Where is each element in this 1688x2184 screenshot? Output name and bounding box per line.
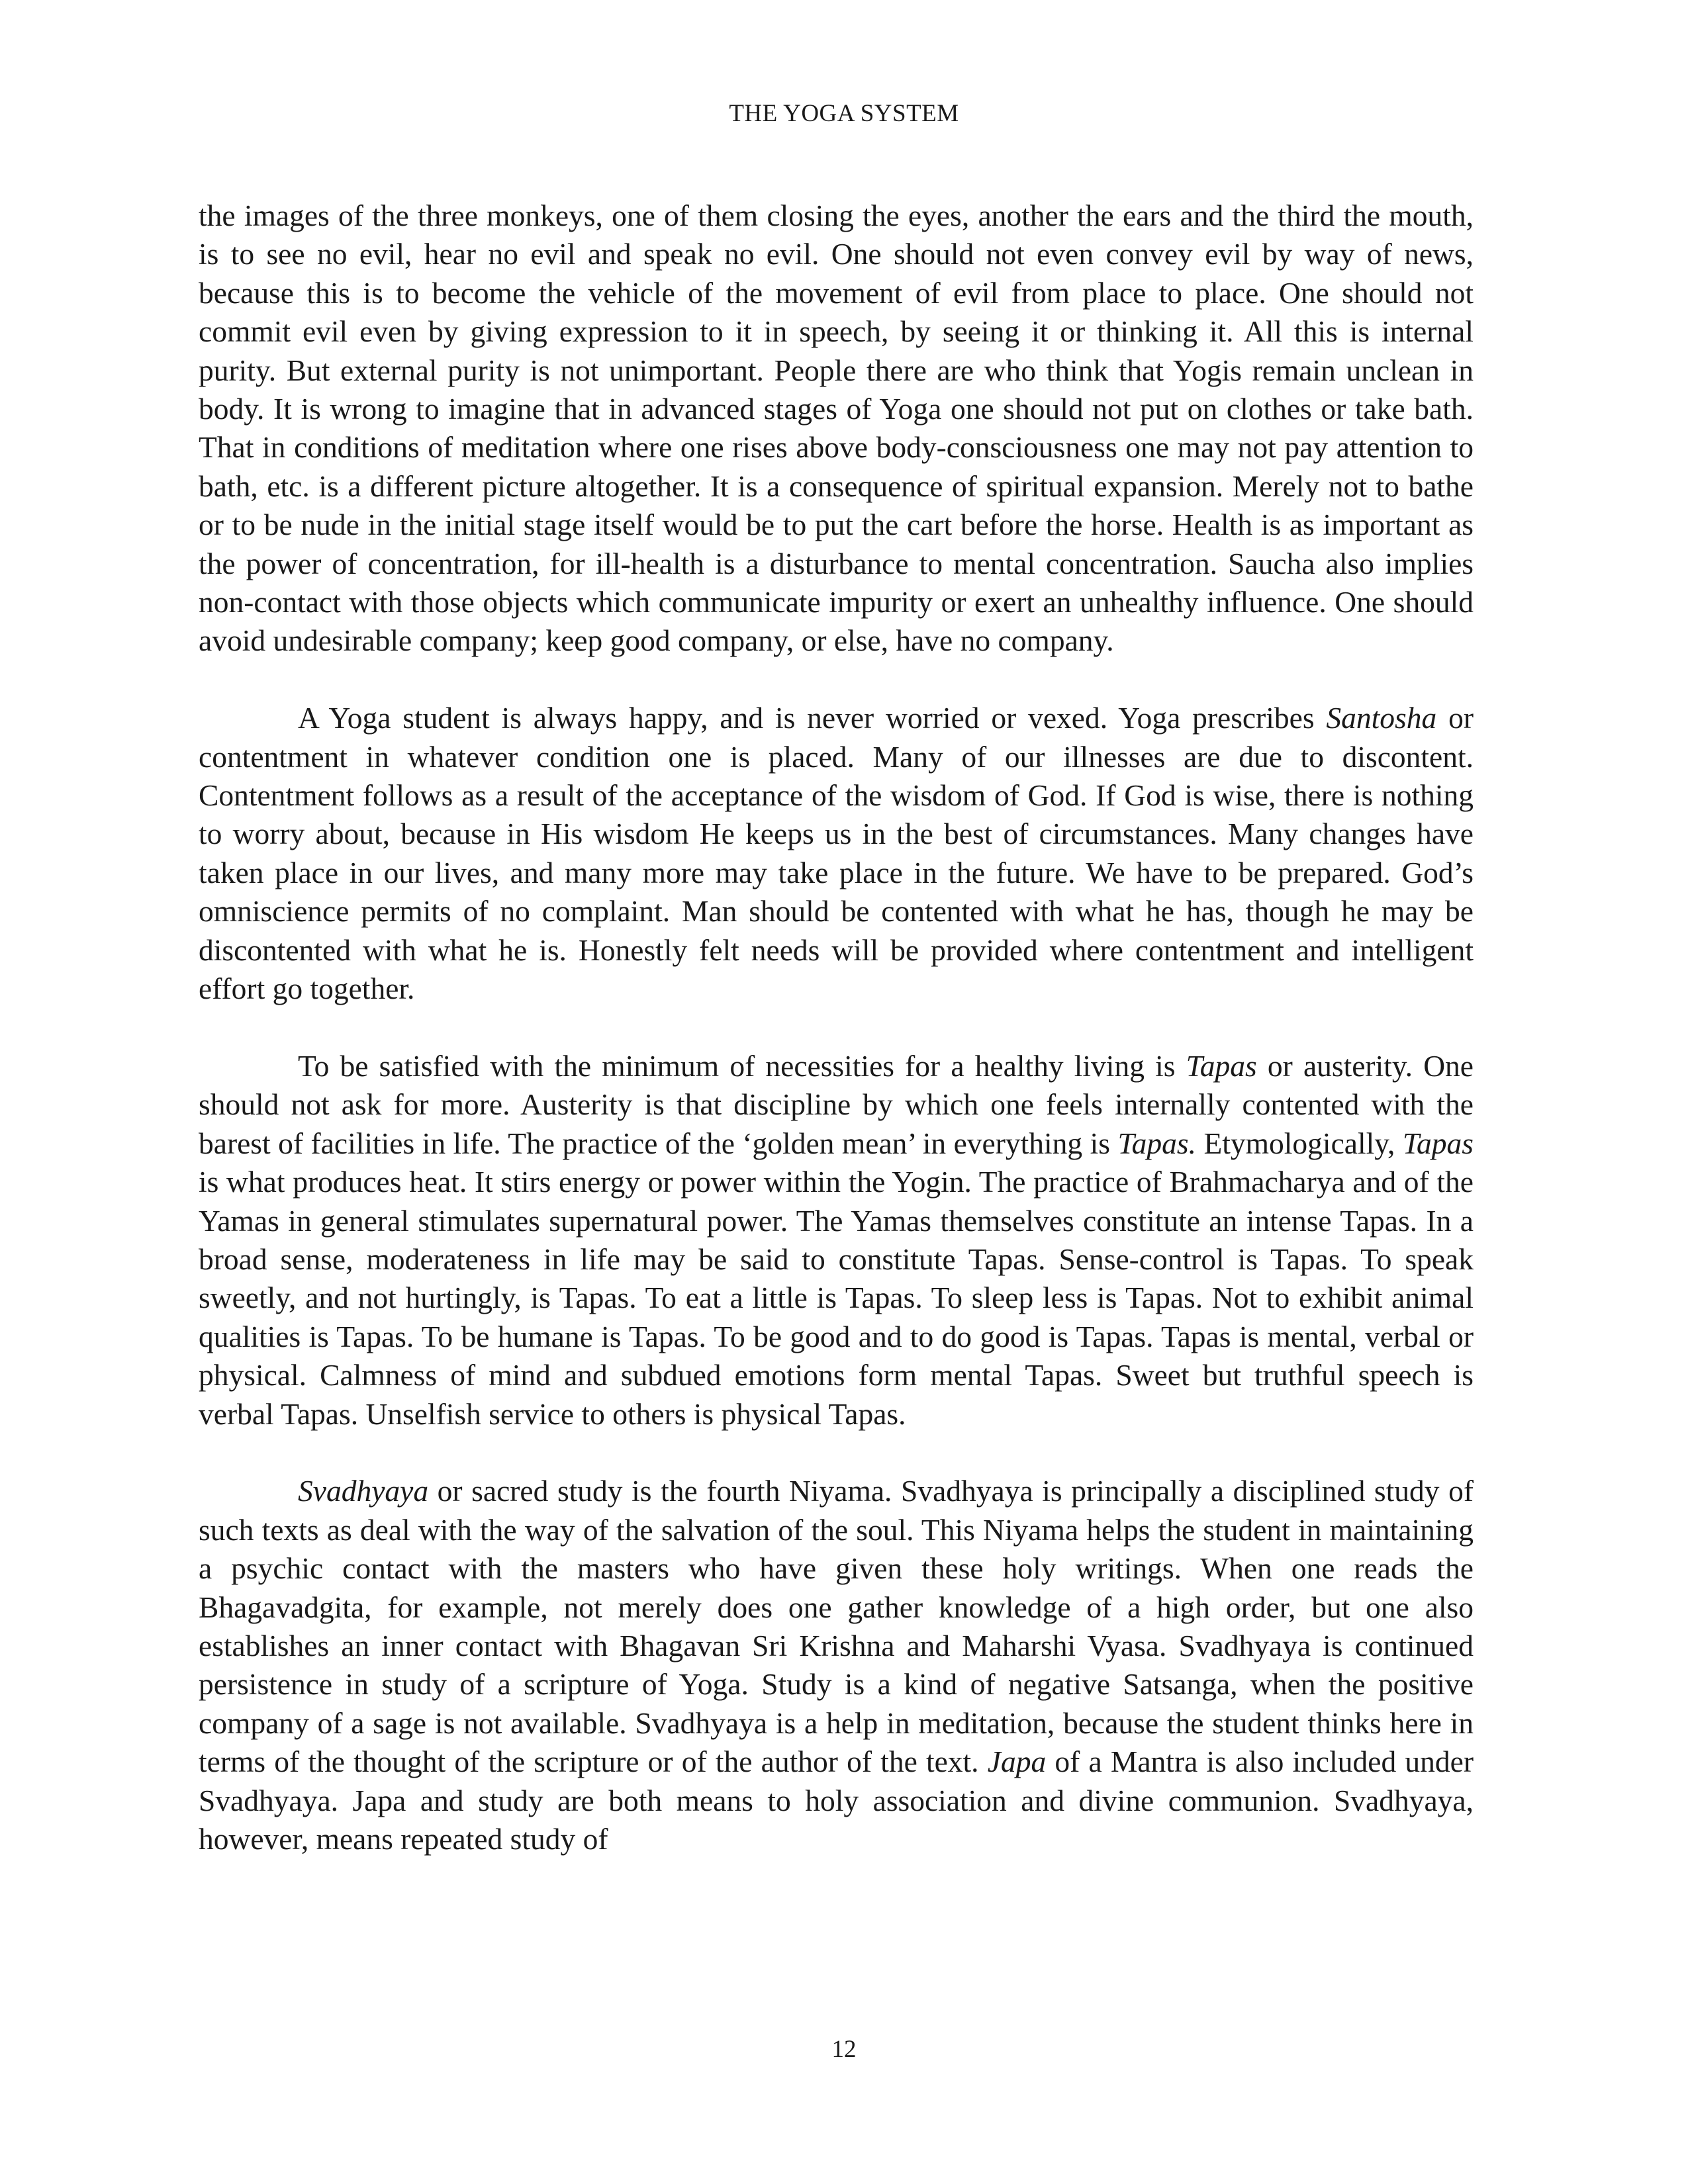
italic-term: Japa [987, 1745, 1047, 1779]
italic-term: Svadhyaya [298, 1474, 429, 1508]
text-run: or sacred study is the fourth Niyama. Svadhyaya is principally a disciplined study of such texts as deal with the way of the salvation of the soul. This Niyama helps the student in maintaining a psychic contact with the masters who have given these holy writings. When one reads the Bhagavadgita, for example, not merely does one gather knowledge of a high order, but one also establishes an inner contact with Bhagavan Sri Krishna and Maharshi Vyasa. Svadhyaya is continued persistence in study of a scripture of Yoga. Study is a kind of negative Satsanga, when the positive company of a sage is not available. Svadhyaya is a help in meditation, because the student thinks here in terms of the thought of the scripture or of the author of the text. [199, 1474, 1474, 1779]
text-run: or austerity. One should not ask for more. Austerity is that discipline by which one feels internally contented with the barest of facilities in life. The practice of the ‘golden mean’ in everything is [199, 1048, 1474, 1160]
text-run: is what produces heat. It stirs energy or power within the Yogin. The practice of Brahmacharya and of the Yamas in general stimulates supernatural power. The Yamas themselves constitute an intense Tapas. In a broad sense, moderateness in life may be said to constitute Tapas. Sense-control is Tapas. To speak sweetly, and not hurtingly, is Tapas. To eat a little is Tapas. To sleep less is Tapas. Not to exhibit animal qualities is Tapas. To be humane is Tapas. To be good and to do good is Tapas. Tapas is mental, verbal or physical. Calmness of mind and subdued emotions form mental Tapas. Sweet but truthful speech is verbal Tapas. Unselfish service to others is physical Tapas. [199, 1165, 1474, 1431]
paragraph-p4 [199, 1472, 1474, 1858]
italic-term: Santosha [1326, 701, 1437, 735]
text-run: A Yoga student is always happy, and is never worried or vexed. Yoga prescribes [298, 701, 1327, 735]
body-text [199, 197, 1474, 1858]
page-number: 12 [831, 2036, 857, 2063]
text-run: the images of the three monkeys, one of them closing the eyes, another the ears and the third the mouth, is to see no evil, hear no evil and speak no evil. One should not even convey evil by way of news, because this is to become the vehicle of the movement of evil from place to place. One should not commit evil even by giving expression to it in speech, by seeing it or thinking it. All this is internal purity. But external purity is not unimportant. People there are who think that Yogis remain unclean in body. It is wrong to imagine that in advanced stages of Yoga one should not put on clothes or take bath. That in conditions of meditation where one rises above body-consciousness one may not pay attention to bath, etc. is a different picture altogether. It is a consequence of spiritual expansion. Merely not to bathe or to be nude in the initial stage itself would be to put the cart before the horse. Health is as important as the power of concentration, for ill-health is a disturbance to mental concentration. Saucha also implies non-contact with those objects which communicate impurity or exert an unhealthy influence. One should avoid undesirable company; keep good company, or else, have no company. [199, 199, 1474, 658]
italic-term: Tapas. [1117, 1126, 1196, 1160]
text-run: Etymologically, [1196, 1126, 1403, 1160]
italic-term: Tapas [1402, 1126, 1474, 1160]
paragraph-p1 [199, 197, 1474, 660]
italic-term: Tapas [1186, 1048, 1257, 1083]
text-run: or contentment in whatever condition one is placed. Many of our illnesses are due to discontent. Contentment follows as a result of the acceptance of the wisdom of God. If God is wise, there is nothing to worry about, because in His wisdom He keeps us in the best of circumstances. Many changes have taken place in our lives, and many more may take place in the future. We have to be prepared. God’s omniscience permits of no complaint. Man should be contented with what he has, though he may be discontented with what he is. Honestly felt needs will be provided where contentment and intelligent effort go together. [199, 701, 1474, 1006]
text-run: To be satisfied with the minimum of necessities for a healthy living is [298, 1048, 1186, 1083]
running-header: THE YOGA SYSTEM [729, 100, 959, 127]
text-run: of a Mantra is also included under Svadhyaya. Japa and study are both means to holy association and divine communion. Svadhyaya, however, means repeated study of [199, 1745, 1474, 1856]
paragraph-p3 [199, 1047, 1474, 1433]
paragraph-p2 [199, 699, 1474, 1008]
